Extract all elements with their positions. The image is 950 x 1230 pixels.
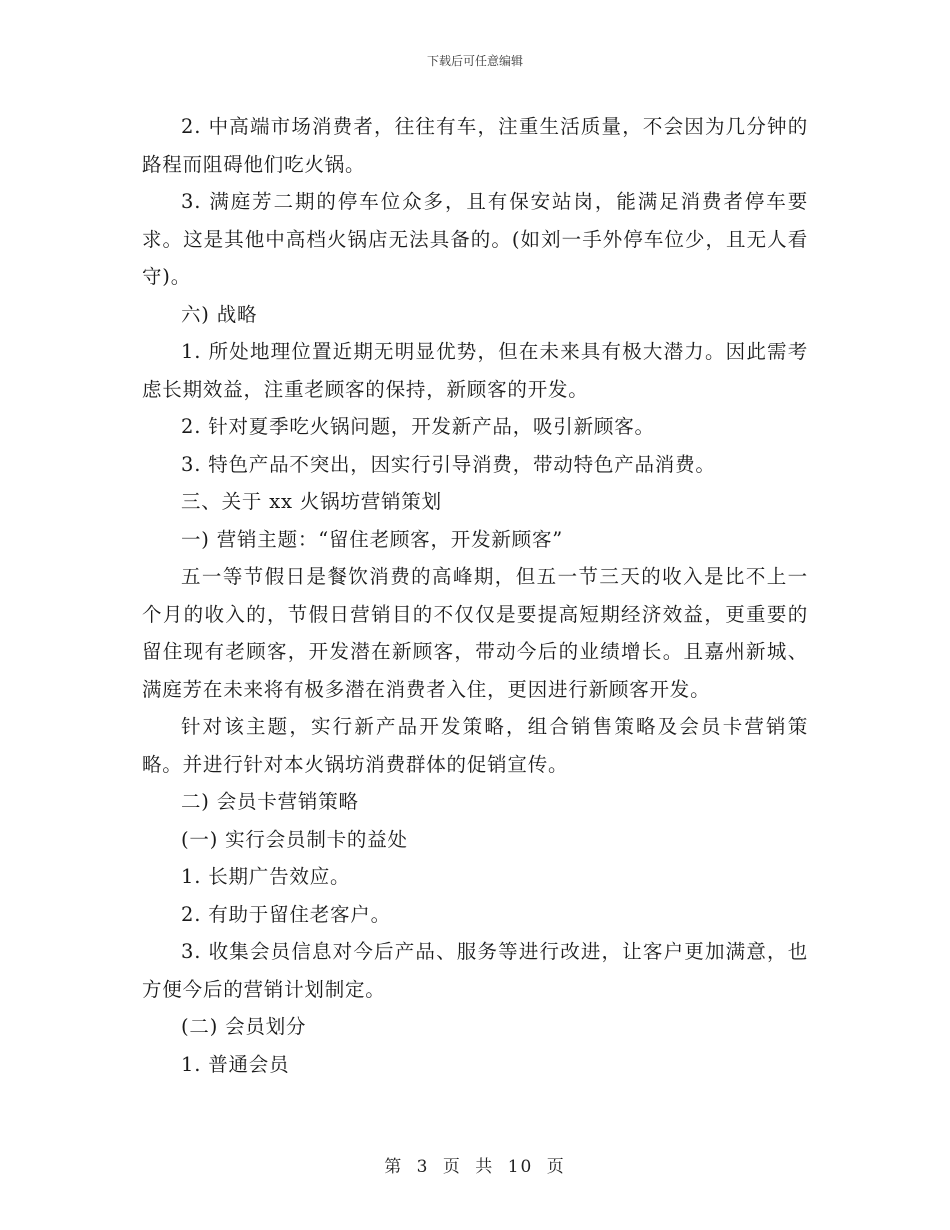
paragraph: 五一等节假日是餐饮消费的高峰期，但五一节三天的收入是比不上一个月的收入的，节假日营销目的不仅仅是要提高短期经济效益，更重要的留住现有老顾客，开发潜在新顾客，带动今后的业绩增长。且嘉州新城、满庭芳在未来将有极多潜在消费者入住，更因进行新顾客开发。 <box>142 565 808 701</box>
section-heading: 六) 战略 <box>181 302 258 326</box>
section-heading: (二) 会员划分 <box>181 1015 307 1038</box>
paragraph: 2. 针对夏季吃火锅问题，开发新产品，吸引新顾客。 <box>181 415 655 438</box>
section-heading: 二) 会员卡营销策略 <box>181 790 359 813</box>
paragraph: 针对该主题，实行新产品开发策略，组合销售策略及会员卡营销策略。并进行针对本火锅坊消费群体的促销宣传。 <box>142 715 808 776</box>
section-heading: (一) 实行会员制卡的益处 <box>181 827 408 851</box>
paragraph: 3. 特色产品不突出，因实行引导消费，带动特色产品消费。 <box>181 452 716 476</box>
paragraph: 1. 所处地理位置近期无明显优势，但在未来具有极大潜力。因此需考虑长期效益，注重老顾客的保持，新顾客的开发。 <box>142 340 808 401</box>
paragraph: 3. 满庭芳二期的停车位众多，且有保安站岗，能满足消费者停车要求。这是其他中高档火锅店无法具备的。(如刘一手外停车位少，且无人看守)。 <box>142 190 808 288</box>
document-body <box>142 108 808 1083</box>
page-header: 下载后可任意编辑 <box>426 54 523 68</box>
page-number-footer: 第 3 页 共 10 页 <box>384 1157 566 1177</box>
paragraph: 3. 收集会员信息对今后产品、服务等进行改进，让客户更加满意，也方便今后的营销计划制定。 <box>142 940 808 1001</box>
paragraph: 2. 中高端市场消费者，往往有车，注重生活质量，不会因为几分钟的路程而阻碍他们吃火锅。 <box>142 115 808 176</box>
section-heading: 三、关于 xx 火锅坊营销策划 <box>181 490 442 513</box>
paragraph: 1. 普通会员 <box>181 1052 290 1076</box>
section-heading: 一) 营销主题：“留住老顾客，开发新顾客” <box>181 527 564 551</box>
paragraph: 2. 有助于留住老客户。 <box>181 902 391 926</box>
paragraph: 1. 长期广告效应。 <box>181 865 351 888</box>
